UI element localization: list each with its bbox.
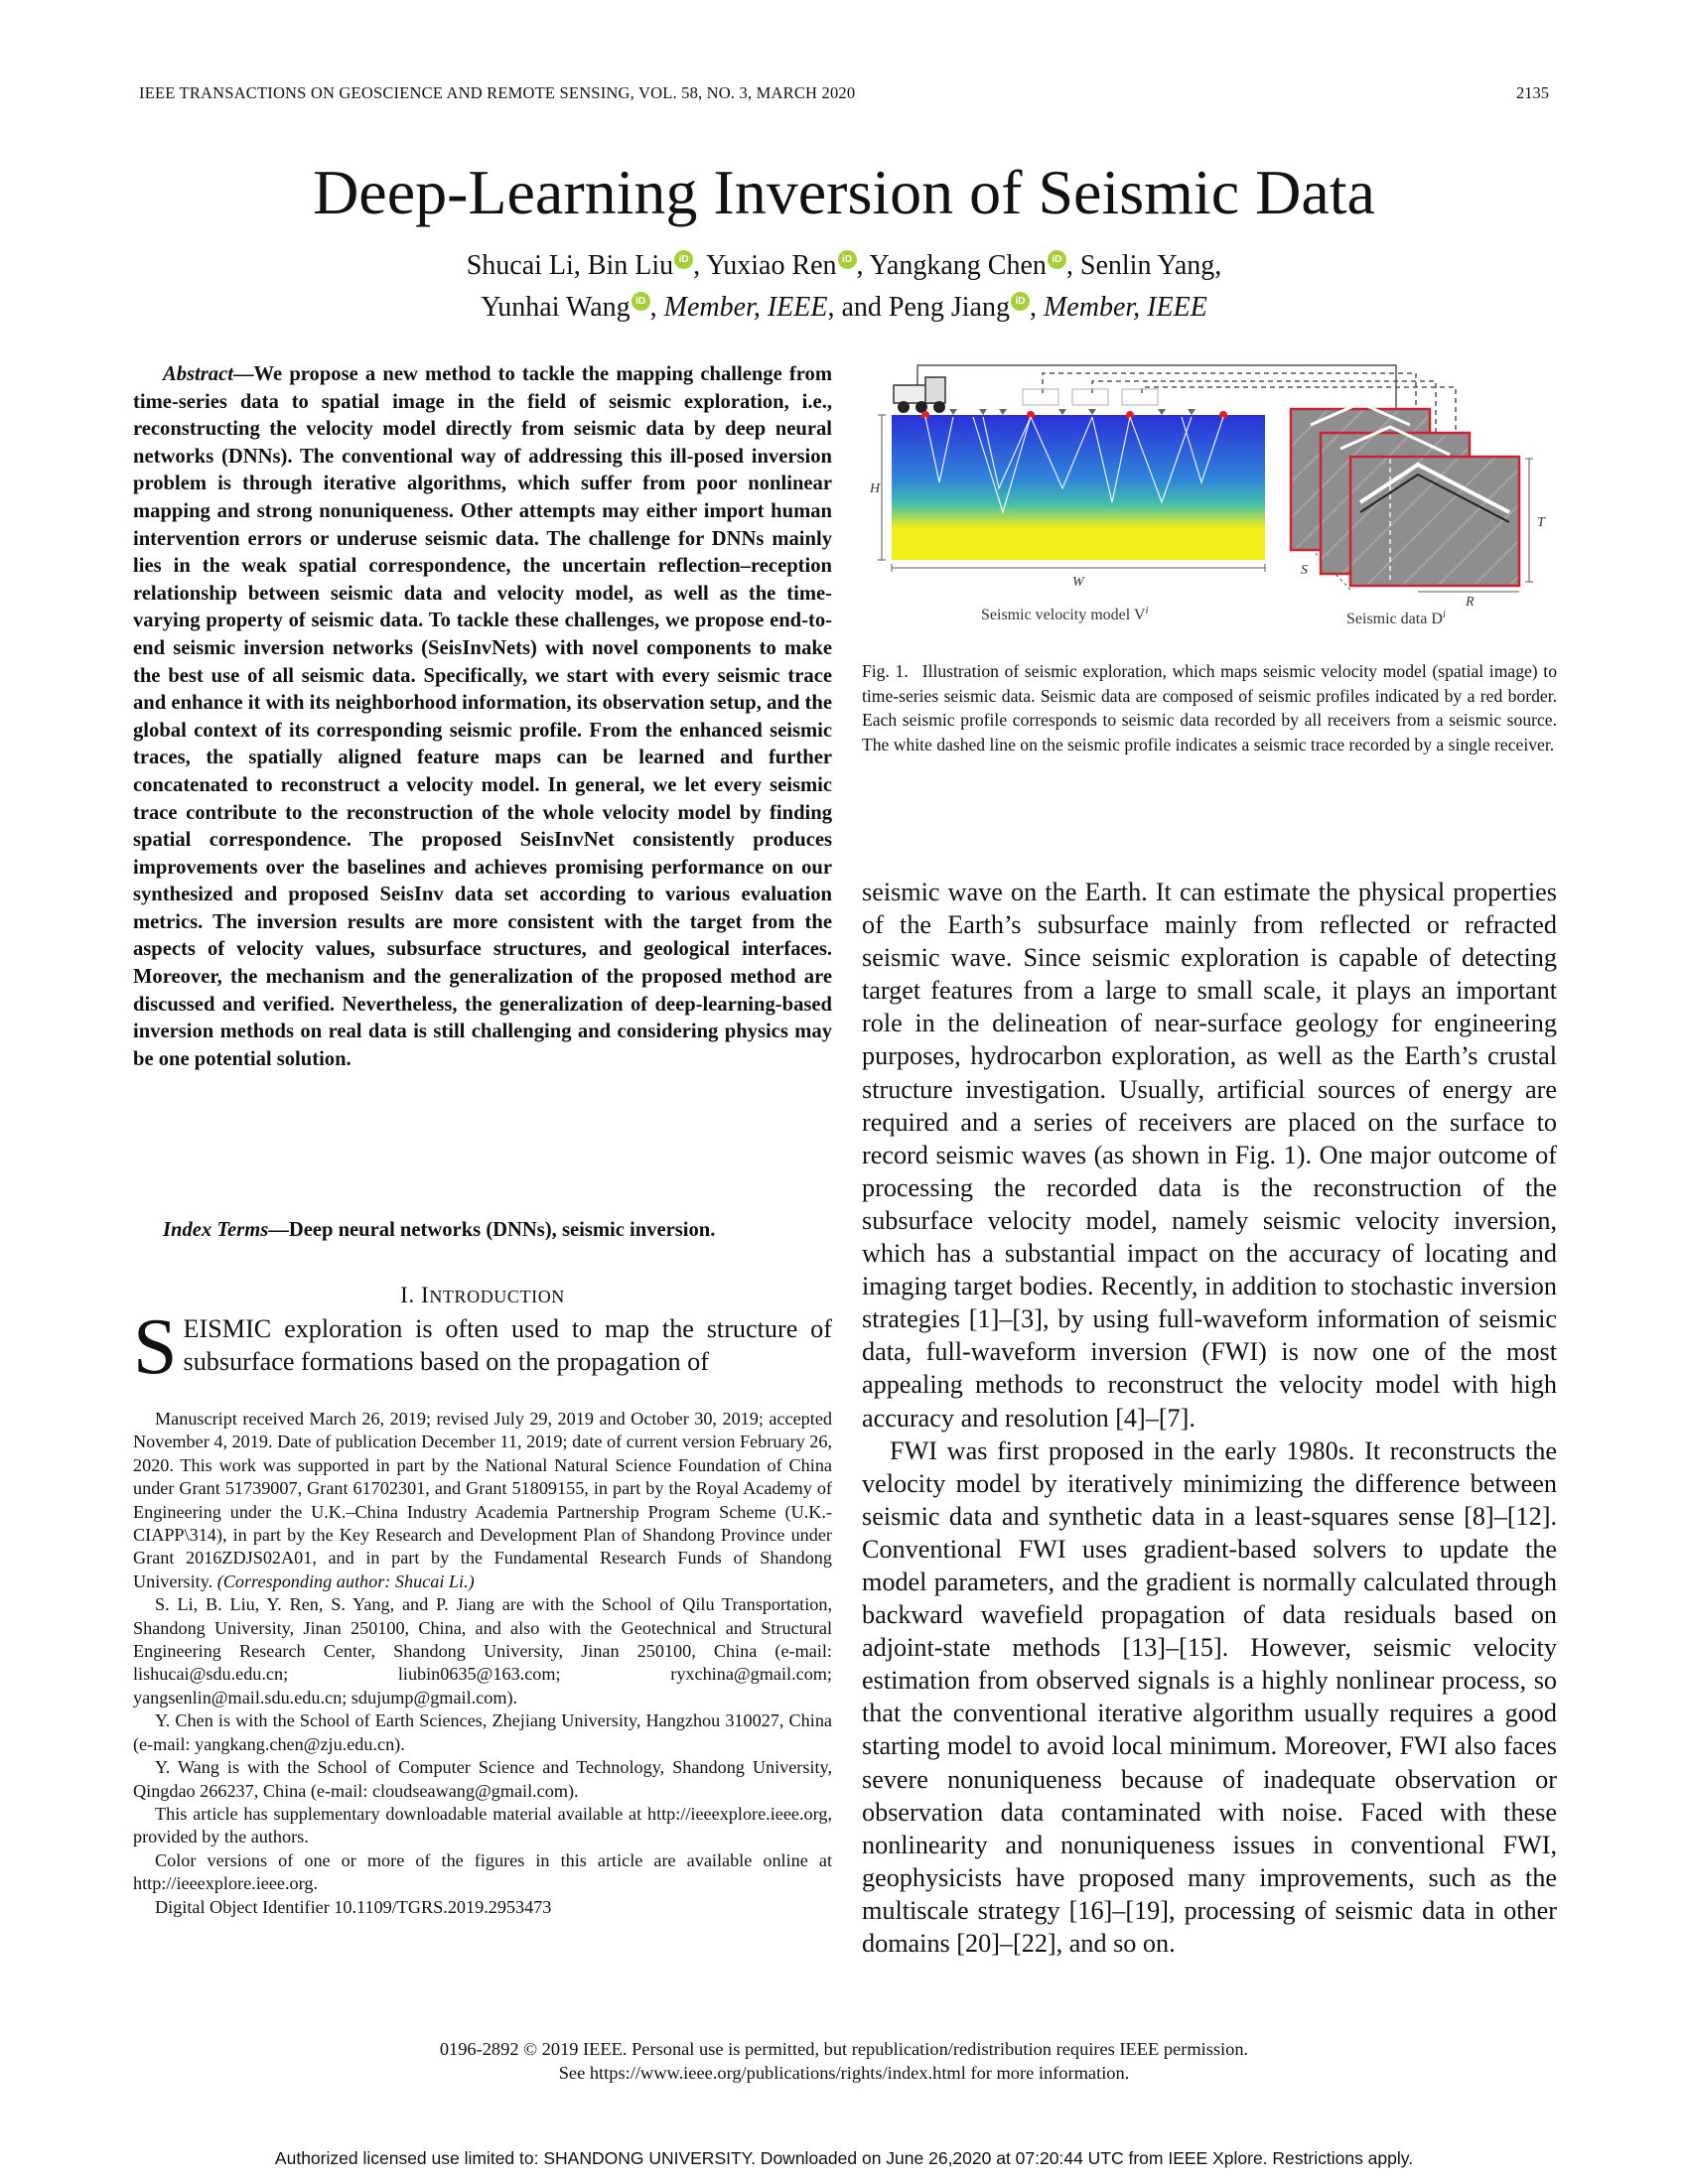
copyright-line-2: See https://www.ieee.org/publications/rights/index.html for more information.: [558, 2063, 1130, 2083]
index-terms-label: Index Terms: [163, 1219, 269, 1241]
figure-1-caption: [862, 659, 1557, 756]
author-sep: ,: [649, 292, 664, 323]
index-terms-dash: —: [268, 1219, 289, 1241]
author-line-1: [0, 246, 1688, 286]
figure-1-caption-text: Illustration of seismic exploration, which maps seismic velocity model (spatial image) to time-series seismic data. Seismic data are composed of seismic profiles indicated by a red border. Each seismic profile corresponds to seismic data recorded by all receivers from a seismic source. The white dashed line on the seismic profile indicates a seismic trace recorded by a single receiver.: [862, 661, 1557, 754]
seismic-receivers: [949, 409, 1196, 415]
index-terms-text: Deep neural networks (DNNs), seismic inversion.: [288, 1219, 716, 1241]
abstract-label: Abstract: [163, 363, 233, 385]
author-names-4: , Senlin Yang,: [1065, 250, 1222, 281]
seismic-data-caption: [1346, 609, 1446, 627]
body-right-column: [862, 876, 1557, 1960]
member-ieee-1: Member, IEEE: [663, 292, 828, 323]
footnote-color: Color versions of one or more of the figures in this article are available online at http://ieeexplore.ieee.org.: [133, 1849, 832, 1894]
label-t: T: [1537, 515, 1545, 530]
body-paragraph-1: seismic wave on the Earth. It can estimate the physical properties of the Earth’s subsurface mainly from reflected or refracted seismic wave. Since seismic exploration is capable of detecting target features from a large to small scale, it plays an important role in the delineation of near-surface geology for engineering purposes, hydrocarbon exploration, as well as the Earth’s crustal structure investigation. Usually, artificial sources of energy are required and a series of receivers are placed on the surface to record seismic waves (as shown in Fig. 1). One major outcome of processing the recorded data is the reconstruction of the subsurface velocity model, namely seismic velocity inversion, which has a substantial impact on the accuracy of locating and imaging target bodies. Recently, in addition to stochastic inversion strategies [1]–[3], by using full-waveform information of seismic data, full-waveform inversion (FWI) is now one of the most appealing methods to reconstruct the velocity model with high accuracy and resolution [4]–[7].: [862, 878, 1557, 1433]
velocity-model-caption-text: Seismic velocity model V: [981, 607, 1146, 623]
footnote-supplementary: This article has supplementary downloadable material available at http://ieeexplore.ieee.org, provided by the authors.: [133, 1803, 832, 1847]
vibroseis-truck: [894, 377, 945, 413]
abstract-text: We propose a new method to tackle the mapping challenge from time-series data to spatial image in the field of seismic exploration, i.e., reconstructing the velocity model directly from seismic data by deep neural networks (DNNs). The conventional way of addressing this ill-posed inversion problem is through iterative algorithms, which suffer from poor nonlinear mapping and strong nonuniqueness. Other attempts may either import human intervention errors or underuse seismic data. The challenge for DNNs mainly lies in the weak spatial correspondence, the uncertain reflection–reception relationship between seismic data and velocity model, as well as the time-varying property of seismic data. To tackle these challenges, we propose end-to-end seismic inversion networks (SeisInvNets) with novel components to make the best use of all seismic data. Specifically, we start with every seismic trace and enhance it with its neighborhood information, its observation setup, and the global context of its corresponding seismic profile. From the enhanced seismic traces, the spatially aligned feature maps can be learned and further concatenated to reconstruct a velocity model. In general, we let every seismic trace contribute to the reconstruction of the whole velocity model by finding spatial correspondence. The proposed SeisInvNet consistently produces improvements over the baselines and achieves promising performance on our synthesized and proposed SeisInv data set according to various evaluation metrics. The inversion results are more consistent with the target from the aspects of velocity values, subsurface structures, and geological interfaces. Moreover, the mechanism and the generalization of the proposed method are discussed and verified. Nevertheless, the generalization of deep-learning-based inversion methods on real data is still challenging and considering physics may be one potential solution.: [133, 363, 832, 1070]
footnote-affiliation-1: S. Li, B. Liu, Y. Ren, S. Yang, and P. Jiang are with the School of Qilu Transportation, Shandong University, Jinan 250100, China, and also with the Geotechnical and Structural Engineering Research Center, Shandong University, Jinan 250100, China (e-mail: lishucai@sdu.edu.cn; liubin0635@163.com; ryxchina@gmail.com; yangsenlin@mail.sdu.edu.cn; sdujump@gmail.com).: [133, 1594, 832, 1707]
running-header: IEEE TRANSACTIONS ON GEOSCIENCE AND REMOTE SENSING, VOL. 58, NO. 3, MARCH 2020: [139, 83, 856, 102]
seismic-data-caption-text: Seismic data D: [1346, 611, 1443, 627]
footnotes: [133, 1408, 832, 1919]
label-r: R: [1466, 595, 1475, 610]
orcid-icon[interactable]: iD: [674, 250, 693, 269]
figure-1-caption-label: Fig. 1.: [862, 661, 909, 681]
section-heading: [133, 1283, 832, 1308]
dropcap: S: [133, 1303, 178, 1391]
abstract-dash: —: [232, 363, 254, 385]
footnote-affiliation-3: Y. Wang is with the School of Computer Science and Technology, Shandong University, Qingdao 266237, China (e-mail: cloudseawang@gmail.com).: [133, 1757, 832, 1801]
section-title-first: I: [421, 1283, 430, 1307]
seismic-profiles: [1291, 403, 1519, 586]
intro-paragraph: [133, 1303, 832, 1391]
section-number: I.: [400, 1283, 422, 1307]
orcid-icon[interactable]: iD: [632, 292, 650, 311]
footnote-received: [133, 1408, 832, 1593]
page-number: 2135: [1516, 83, 1549, 102]
orcid-icon[interactable]: iD: [838, 250, 857, 269]
figure-1: [870, 363, 1559, 637]
intro-text: EISMIC exploration is often used to map the structure of subsurface formations based on the propagation of: [183, 1314, 832, 1376]
author-sep: ,: [1029, 292, 1044, 323]
orcid-icon[interactable]: iD: [1048, 250, 1066, 269]
seismic-data-caption-sup: i: [1442, 609, 1446, 620]
label-w: W: [1072, 575, 1084, 590]
authorized-use-notice: Authorized licensed use limited to: SHANDONG UNIVERSITY. Downloaded on June 26,2020 at 07:20:44 UTC from IEEE Xplore. Restrictions apply.: [274, 2148, 1414, 2168]
copyright-notice: [0, 2037, 1688, 2085]
author-names-6: , and Peng Jiang: [827, 292, 1010, 323]
velocity-model: [892, 415, 1265, 560]
footnote-affiliation-2: Y. Chen is with the School of Earth Sciences, Zhejiang University, Hangzhou 310027, China (e-mail: yangkang.chen@zju.edu.cn).: [133, 1710, 832, 1754]
orcid-icon[interactable]: iD: [1011, 292, 1030, 311]
velocity-model-caption: [981, 605, 1149, 623]
footnote-corresponding: (Corresponding author: Shucai Li.): [216, 1570, 475, 1591]
author-names-1: Shucai Li, Bin Liu: [466, 250, 674, 281]
footnote-received-text: Manuscript received March 26, 2019; revised July 29, 2019 and October 30, 2019; accepted November 4, 2019. Date of publication December 11, 2019; date of current version February 26, 2020. This work was supported in part by the National Natural Science Foundation of China under Grant 51739007, Grant 61702301, and Grant 51809155, in part by the Royal Academy of Engineering under the U.K.–China Industry Academia Partnership Program Scheme (U.K.-CIAPP\314), in part by the Key Research and Development Plan of Shandong Province under Grant 2016ZDJS02A01, and in part by the Fundamental Research Funds of Shandong University.: [133, 1409, 832, 1591]
footnote-doi: Digital Object Identifier 10.1109/TGRS.2019.2953473: [155, 1896, 552, 1917]
figure-1-graphic: [870, 363, 1559, 637]
author-names-5: Yunhai Wang: [481, 292, 631, 323]
index-terms: [133, 1217, 832, 1245]
copyright-line-1: 0196-2892 © 2019 IEEE. Personal use is permitted, but republication/redistribution requires IEEE permission.: [439, 2039, 1249, 2059]
label-s: S: [1301, 563, 1308, 578]
author-line-2: [0, 288, 1688, 328]
member-ieee-2: Member, IEEE: [1043, 292, 1207, 323]
author-names-2: , Yuxiao Ren: [693, 250, 837, 281]
author-names-3: , Yangkang Chen: [856, 250, 1047, 281]
section-title-rest: NTRODUCTION: [429, 1287, 565, 1306]
label-h: H: [870, 481, 881, 496]
abstract: [133, 361, 832, 1073]
paper-title: Deep-Learning Inversion of Seismic Data: [313, 157, 1375, 227]
body-paragraph-2: FWI was first proposed in the early 1980s. It reconstructs the velocity model by iteratively minimizing the difference between seismic data and synthetic data in a least-squares sense [8]–[12]. Conventional FWI uses gradient-based solvers to update the model parameters, and the gradient is normally calculated through backward wavefield propagation of data residuals based on adjoint-state methods [13]–[15]. However, seismic velocity estimation from observed signals is a highly nonlinear process, so that the conventional iterative algorithm usually requires a good starting model to avoid local minimum. Moreover, FWI also faces severe nonuniqueness because of inadequate observation or observation data contaminated with noise. Faced with these nonlinearity and nonuniqueness issues in conventional FWI, geophysicists have proposed many improvements, such as the multiscale strategy [16]–[19], processing of seismic data in other domains [20]–[22], and so on.: [862, 1435, 1557, 1958]
velocity-model-caption-sup: i: [1145, 605, 1149, 616]
